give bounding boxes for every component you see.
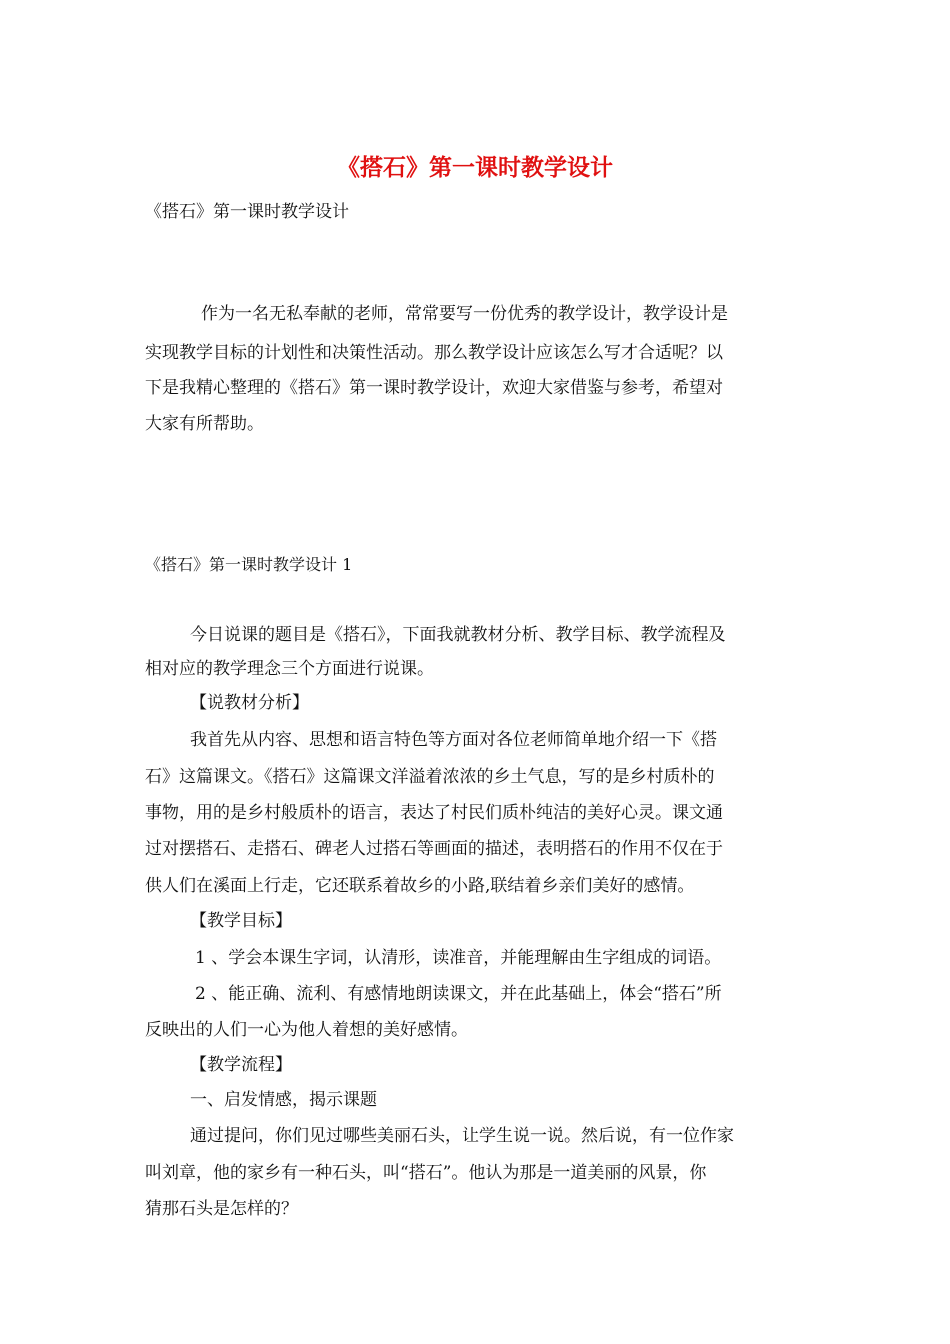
analysis-line: 石》这篇课文。《搭石》这篇课文洋溢着浓浓的乡土气息，写的是乡村质朴的 xyxy=(145,767,715,787)
analysis-line: 事物，用的是乡村般质朴的语言，表达了村民们质朴纯洁的美好心灵。课文通 xyxy=(145,803,723,823)
heading-analysis: 【说教材分析】 xyxy=(190,693,309,713)
opening-line: 相对应的教学理念三个方面进行说课。 xyxy=(145,659,434,679)
analysis-line: 供人们在溪面上行走，它还联系着故乡的小路,联结着乡亲们美好的感情。 xyxy=(145,876,695,896)
document-title: 《搭石》第一课时教学设计 xyxy=(337,155,613,181)
section-title: 《搭石》第一课时教学设计 1 xyxy=(145,555,353,574)
step-text-line: 猜那石头是怎样的？ xyxy=(145,1199,298,1219)
opening-line: 今日说课的题目是《搭石》，下面我就教材分析、教学目标、教学流程及 xyxy=(190,625,726,645)
analysis-line: 我首先从内容、思想和语言特色等方面对各位老师简单地介绍一下《搭 xyxy=(190,730,717,750)
document-subtitle: 《搭石》第一课时教学设计 xyxy=(145,202,349,222)
step-text-line: 通过提问，你们见过哪些美丽石头，让学生说一说。然后说，有一位作家 xyxy=(190,1126,734,1146)
heading-process: 【教学流程】 xyxy=(190,1055,292,1075)
goal-item-continuation: 反映出的人们一心为他人着想的美好感情。 xyxy=(145,1020,468,1040)
goal-item: 1 、学会本课生字词，认清形，读准音，并能理解由生字组成的词语。 xyxy=(195,948,722,968)
intro-line: 作为一名无私奉献的老师，常常要写一份优秀的教学设计，教学设计是 xyxy=(201,304,728,324)
step-heading: 一、启发情感，揭示课题 xyxy=(190,1090,377,1110)
intro-line: 实现教学目标的计划性和决策性活动。那么教学设计应该怎么写才合适呢？以 xyxy=(145,343,723,363)
step-text-line: 叫刘章，他的家乡有一种石头，叫“搭石”。他认为那是一道美丽的风景，你 xyxy=(145,1163,707,1183)
heading-goals: 【教学目标】 xyxy=(190,911,292,931)
analysis-line: 过对摆搭石、走搭石、碑老人过搭石等画面的描述，表明搭石的作用不仅在于 xyxy=(145,839,723,859)
intro-line: 下是我精心整理的《搭石》第一课时教学设计，欢迎大家借鉴与参考，希望对 xyxy=(145,378,723,398)
intro-line: 大家有所帮助。 xyxy=(145,414,264,434)
goal-item: 2 、能正确、流利、有感情地朗读课文，并在此基础上，体会“搭石”所 xyxy=(195,984,722,1004)
